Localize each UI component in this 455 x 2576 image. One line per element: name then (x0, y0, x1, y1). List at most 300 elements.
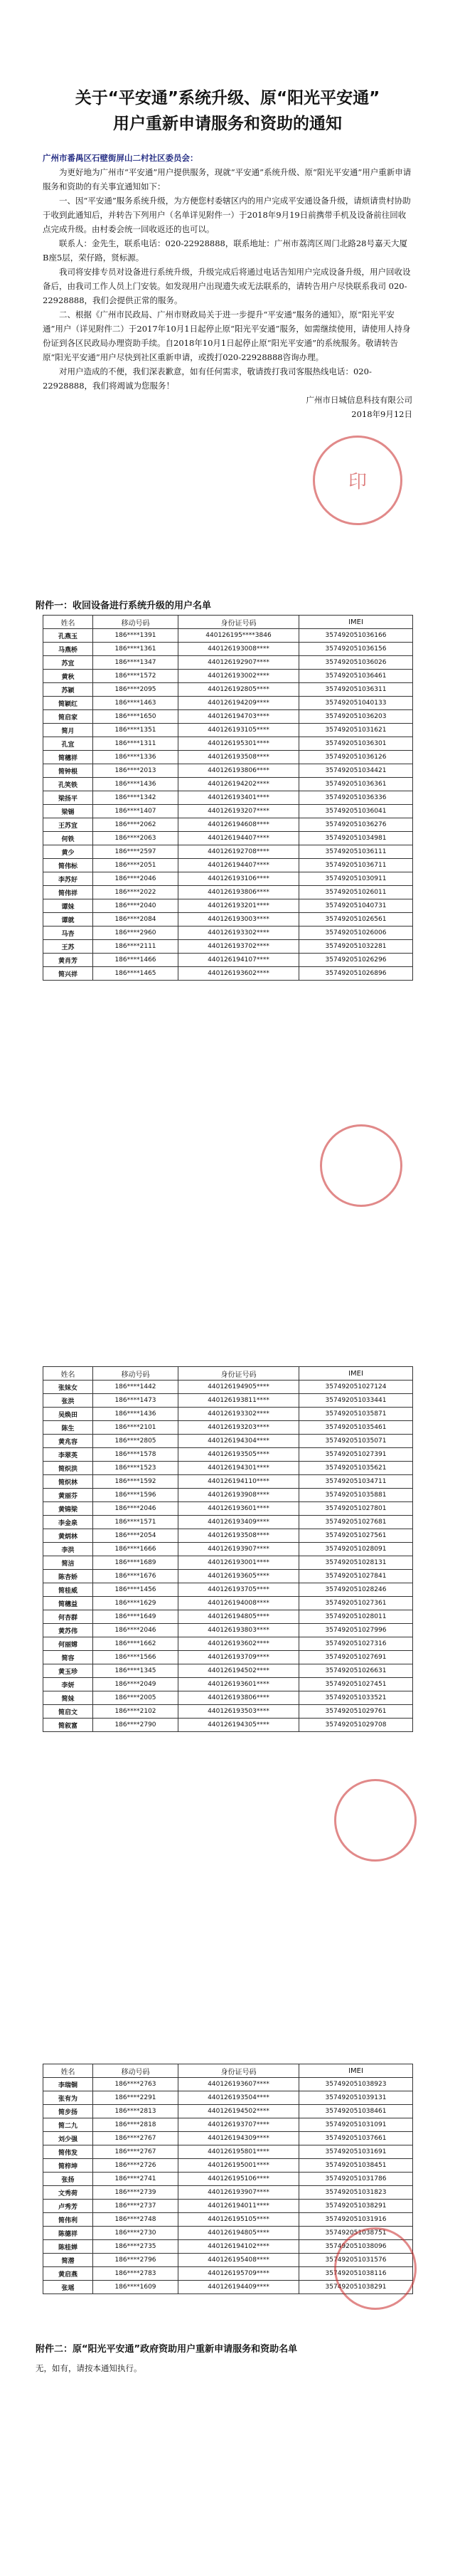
cell-mobile: 186****1311 (93, 737, 178, 751)
cell-mobile: 186****2767 (93, 2145, 178, 2159)
cell-name: 何杏群 (43, 1610, 93, 1624)
cell-id-number: 440126194107**** (178, 954, 299, 967)
cell-mobile: 186****1442 (93, 1381, 178, 1394)
cell-id-number: 440126193201**** (178, 899, 299, 913)
table-row (43, 791, 413, 805)
cell-id-number: 440126194304**** (178, 1435, 299, 1448)
annex-2-title: 附件二：原“阳光平安通”政府资助用户重新申请服务和资助名单 (36, 2344, 298, 2355)
cell-imei: 357492051026296 (299, 954, 413, 967)
cell-imei: 357492051036041 (299, 805, 413, 818)
cell-mobile: 186****1523 (93, 1462, 178, 1475)
table-row (43, 2186, 413, 2200)
table-row (43, 1502, 413, 1516)
cell-mobile: 186****1407 (93, 805, 178, 818)
table-row (43, 1556, 413, 1570)
table-row (43, 1678, 413, 1691)
cell-mobile: 186****1351 (93, 724, 178, 737)
cell-name: 孔笑铁 (43, 778, 93, 791)
cell-mobile: 186****1465 (93, 967, 178, 981)
table-row (43, 1597, 413, 1610)
cell-mobile: 186****2748 (93, 2213, 178, 2227)
cell-name: 简潜 (43, 2254, 93, 2267)
cell-name: 文秀荷 (43, 2186, 93, 2200)
cell-name: 李瑞铜 (43, 2078, 93, 2091)
cell-mobile: 186****2783 (93, 2267, 178, 2281)
title-line-1: 关于“平安通”系统升级、原“阳光平安通” (75, 89, 380, 107)
cell-imei: 357492051026561 (299, 913, 413, 927)
cell-mobile: 186****2046 (93, 1624, 178, 1637)
notice-letter (43, 151, 412, 421)
cell-mobile: 186****1662 (93, 1637, 178, 1651)
cell-name: 黄兆容 (43, 1435, 93, 1448)
cell-id-number: 440126193508**** (178, 751, 299, 764)
paragraph-item-2: 二、根据《广州市民政局、广州市财政局关于进一步提升“平安通”服务的通知》，原“阳光平安通”用户（详见附件二）于2017年10月1日起停止原“阳光平安通”服务，如需继续使用，请使用人持身份证到各区民政局办理资助手续。自2018年10月1日起停止原“阳光平安通”的系统服务。敬请转告原“阳光平安通”用户尽快到社区重新申请，或拨打020-22928888咨询办理。 (43, 310, 411, 362)
table-row (43, 751, 413, 764)
cell-id-number: 440126193001**** (178, 1556, 299, 1570)
table-row (43, 724, 413, 737)
cell-imei: 357492051034421 (299, 764, 413, 778)
cell-imei: 357492051039131 (299, 2091, 413, 2105)
table-row (43, 1624, 413, 1637)
seal-stamp-2 (320, 1124, 402, 1207)
cell-imei: 357492051033521 (299, 1691, 413, 1705)
cell-mobile: 186****2741 (93, 2173, 178, 2186)
cell-imei: 357492051036301 (299, 737, 413, 751)
cell-mobile: 186****2790 (93, 1719, 178, 1732)
cell-imei: 357492051035071 (299, 1435, 413, 1448)
seal-text: 印 (348, 471, 368, 493)
col-header-mobile: 移动号码 (93, 2064, 178, 2078)
table-row (43, 859, 413, 872)
cell-id-number: 440126194301**** (178, 1462, 299, 1475)
cell-mobile: 186****1571 (93, 1516, 178, 1529)
cell-imei: 357492051037661 (299, 2132, 413, 2145)
annex-2-note: 无，如有，请按本通知执行。 (36, 2363, 142, 2373)
cell-imei: 357492051030911 (299, 872, 413, 886)
cell-name: 简步扬 (43, 2105, 93, 2118)
cell-imei: 357492051027561 (299, 1529, 413, 1543)
cell-mobile: 186****2054 (93, 1529, 178, 1543)
cell-mobile: 186****1347 (93, 656, 178, 670)
table-row (43, 1651, 413, 1664)
table-row (43, 1570, 413, 1583)
cell-imei: 357492051036336 (299, 791, 413, 805)
cell-id-number: 440126193401**** (178, 791, 299, 805)
cell-imei: 357492051036311 (299, 683, 413, 697)
cell-mobile: 186****2813 (93, 2105, 178, 2118)
table-row (43, 629, 413, 643)
cell-imei: 357492051038291 (299, 2200, 413, 2213)
cell-name: 陈桂婵 (43, 2240, 93, 2254)
cell-id-number: 440126193505**** (178, 1448, 299, 1462)
table-row (43, 1664, 413, 1678)
cell-id-number: 440126194502**** (178, 2105, 299, 2118)
cell-mobile: 186****2051 (93, 859, 178, 872)
cell-imei: 357492051038461 (299, 2105, 413, 2118)
table-row (43, 670, 413, 683)
cell-imei: 357492051028131 (299, 1556, 413, 1570)
table-row (43, 683, 413, 697)
cell-mobile: 186****2111 (93, 940, 178, 954)
cell-mobile: 186****1689 (93, 1556, 178, 1570)
table-row (43, 1543, 413, 1556)
cell-mobile: 186****1336 (93, 751, 178, 764)
col-header-id: 身份证号码 (178, 2064, 299, 2078)
cell-imei: 357492051040133 (299, 697, 413, 710)
cell-mobile: 186****2005 (93, 1691, 178, 1705)
cell-id-number: 440126193106**** (178, 872, 299, 886)
cell-id-number: 440126193207**** (178, 805, 299, 818)
cell-imei: 357492051038751 (299, 2227, 413, 2240)
company-seal (313, 436, 402, 525)
col-header-id: 身份证号码 (178, 616, 299, 629)
cell-imei: 357492051028011 (299, 1610, 413, 1624)
cell-name: 简梓坤 (43, 2159, 93, 2173)
cell-imei: 357492051031621 (299, 724, 413, 737)
cell-mobile: 186****1578 (93, 1448, 178, 1462)
cell-id-number: 440126193908**** (178, 1489, 299, 1502)
notice-title (28, 85, 427, 137)
cell-imei: 357492051027681 (299, 1516, 413, 1529)
cell-name: 李翠英 (43, 1448, 93, 1462)
cell-imei: 357492051038923 (299, 2078, 413, 2091)
cell-name: 马燕桥 (43, 643, 93, 656)
cell-name: 简桂威 (43, 1583, 93, 1597)
cell-imei: 357492051036026 (299, 656, 413, 670)
cell-id-number: 440126194008**** (178, 1597, 299, 1610)
company-signature: 广州市日城信息科技有限公司 (306, 395, 412, 405)
cell-name: 简钟根 (43, 764, 93, 778)
cell-id-number: 440126193508**** (178, 1529, 299, 1543)
cell-name: 李金泉 (43, 1516, 93, 1529)
cell-id-number: 440126193707**** (178, 2118, 299, 2132)
paragraph-item-1: 一、因“平安通”服务系统升级，为方便您村委辖区内的用户完成平安通设备升级，请烦请贵村协助于收到此通知后，并转告下列用户（名单详见附件一）于2018年9月19日前携带手机及设备前往回收点完成升级。由村委会统一回收返还的也可以。 (43, 196, 411, 234)
cell-mobile: 186****1436 (93, 778, 178, 791)
table-row (43, 1394, 413, 1408)
cell-mobile: 186****2062 (93, 818, 178, 832)
cell-id-number: 440126194608**** (178, 818, 299, 832)
cell-imei: 357492051035881 (299, 1489, 413, 1502)
table-row (43, 1408, 413, 1421)
table-row (43, 832, 413, 845)
cell-id-number: 440126195408**** (178, 2254, 299, 2267)
table-row (43, 1516, 413, 1529)
cell-name: 李洪 (43, 1543, 93, 1556)
table-row (43, 643, 413, 656)
table-header-row (43, 1367, 413, 1381)
cell-id-number: 440126193806**** (178, 886, 299, 899)
cell-imei: 357492051028091 (299, 1543, 413, 1556)
cell-name: 张瑶 (43, 2281, 93, 2294)
cell-imei: 357492051034711 (299, 1475, 413, 1489)
cell-id-number: 440126195****3846 (178, 629, 299, 643)
table-row (43, 697, 413, 710)
table-row (43, 818, 413, 832)
table-row (43, 913, 413, 927)
cell-mobile: 186****1676 (93, 1570, 178, 1583)
cell-name: 马杏 (43, 927, 93, 940)
cell-mobile: 186****1466 (93, 954, 178, 967)
cell-imei: 357492051031786 (299, 2173, 413, 2186)
cell-id-number: 440126194102**** (178, 2240, 299, 2254)
cell-imei: 357492051029761 (299, 1705, 413, 1719)
cell-imei: 357492051027801 (299, 1502, 413, 1516)
cell-imei: 357492051038096 (299, 2240, 413, 2254)
cell-id-number: 440126193105**** (178, 724, 299, 737)
cell-imei: 357492051036156 (299, 643, 413, 656)
table-row (43, 737, 413, 751)
cell-mobile: 186****1342 (93, 791, 178, 805)
cell-name: 张扬 (43, 2173, 93, 2186)
cell-name: 刘少强 (43, 2132, 93, 2145)
table-row (43, 1489, 413, 1502)
cell-mobile: 186****2291 (93, 2091, 178, 2105)
cell-imei: 357492051033441 (299, 1394, 413, 1408)
cell-imei: 357492051031576 (299, 2254, 413, 2267)
table-row (43, 899, 413, 913)
cell-mobile: 186****2046 (93, 1502, 178, 1516)
title-line-2: 用户重新申请服务和资助的通知 (113, 115, 342, 133)
cell-mobile: 186****1596 (93, 1489, 178, 1502)
cell-imei: 357492051036111 (299, 845, 413, 859)
cell-name: 简妹 (43, 1691, 93, 1705)
cell-mobile: 186****2095 (93, 683, 178, 697)
cell-id-number: 440126193601**** (178, 1678, 299, 1691)
table-row (43, 940, 413, 954)
cell-id-number: 440126195105**** (178, 2213, 299, 2227)
cell-id-number: 440126194011**** (178, 2200, 299, 2213)
table-row (43, 1719, 413, 1732)
cell-mobile: 186****2737 (93, 2200, 178, 2213)
cell-id-number: 440126194805**** (178, 2227, 299, 2240)
cell-mobile: 186****2013 (93, 764, 178, 778)
table-row (43, 805, 413, 818)
cell-name: 苏宜 (43, 656, 93, 670)
table-row (43, 886, 413, 899)
cell-name: 黄锦梁 (43, 1502, 93, 1516)
cell-mobile: 186****2796 (93, 2254, 178, 2267)
cell-name: 李妍 (43, 1678, 93, 1691)
table-row (43, 2078, 413, 2091)
cell-id-number: 440126194202**** (178, 778, 299, 791)
cell-id-number: 440126195801**** (178, 2145, 299, 2159)
cell-id-number: 440126193607**** (178, 2078, 299, 2091)
table-row (43, 1529, 413, 1543)
cell-mobile: 186****1566 (93, 1651, 178, 1664)
cell-mobile: 186****1391 (93, 629, 178, 643)
cell-mobile: 186****2084 (93, 913, 178, 927)
cell-mobile: 186****1609 (93, 2281, 178, 2294)
annex-1-title: 附件一：收回设备进行系统升级的用户名单 (36, 601, 212, 611)
cell-name: 张妹女 (43, 1381, 93, 1394)
cell-imei: 357492051031823 (299, 2186, 413, 2200)
seal-stamp-3 (334, 1779, 417, 1862)
cell-id-number: 440126193811**** (178, 1394, 299, 1408)
cell-name: 王苏宜 (43, 818, 93, 832)
cell-name: 陈生 (43, 1421, 93, 1435)
cell-name: 黄丽芬 (43, 1489, 93, 1502)
cell-mobile: 186****1629 (93, 1597, 178, 1610)
cell-imei: 357492051034981 (299, 832, 413, 845)
cell-mobile: 186****1666 (93, 1543, 178, 1556)
table-row (43, 2213, 413, 2227)
cell-name: 简伟发 (43, 2145, 93, 2159)
cell-id-number: 440126193503**** (178, 1705, 299, 1719)
cell-id-number: 440126194703**** (178, 710, 299, 724)
cell-mobile: 186****2735 (93, 2240, 178, 2254)
cell-mobile: 186****2767 (93, 2132, 178, 2145)
table-row (43, 1381, 413, 1394)
cell-name: 何丽嫦 (43, 1637, 93, 1651)
cell-mobile: 186****2063 (93, 832, 178, 845)
table-row (43, 2091, 413, 2105)
cell-mobile: 186****1649 (93, 1610, 178, 1624)
cell-name: 孔燕玉 (43, 629, 93, 643)
cell-id-number: 440126193803**** (178, 1624, 299, 1637)
cell-mobile: 186****2101 (93, 1421, 178, 1435)
cell-imei: 357492051036711 (299, 859, 413, 872)
cell-mobile: 186****2818 (93, 2118, 178, 2132)
cell-id-number: 440126193002**** (178, 670, 299, 683)
cell-id-number: 440126193602**** (178, 1637, 299, 1651)
cell-id-number: 440126193203**** (178, 1421, 299, 1435)
table-row (43, 845, 413, 859)
cell-id-number: 440126192805**** (178, 683, 299, 697)
cell-name: 黄肖芳 (43, 954, 93, 967)
cell-imei: 357492051026896 (299, 967, 413, 981)
cell-id-number: 440126193003**** (178, 913, 299, 927)
cell-imei: 357492051036361 (299, 778, 413, 791)
cell-id-number: 440126195709**** (178, 2267, 299, 2281)
cell-imei: 357492051035461 (299, 1421, 413, 1435)
cell-name: 张有为 (43, 2091, 93, 2105)
cell-mobile: 186****2730 (93, 2227, 178, 2240)
cell-id-number: 440126193008**** (178, 643, 299, 656)
cell-mobile: 186****2597 (93, 845, 178, 859)
table-row (43, 2200, 413, 2213)
cell-id-number: 440126194110**** (178, 1475, 299, 1489)
cell-name: 简穗益 (43, 1597, 93, 1610)
cell-name: 简叙富 (43, 1719, 93, 1732)
cell-imei: 357492051038116 (299, 2267, 413, 2281)
table-row (43, 2118, 413, 2132)
cell-imei: 357492051027361 (299, 1597, 413, 1610)
cell-id-number: 440126194209**** (178, 697, 299, 710)
cell-id-number: 440126194309**** (178, 2132, 299, 2145)
cell-imei: 357492051029708 (299, 1719, 413, 1732)
table-row (43, 656, 413, 670)
table-row (43, 2105, 413, 2118)
col-header-name: 姓名 (43, 2064, 93, 2078)
cell-imei: 357492051036461 (299, 670, 413, 683)
cell-mobile: 186****2102 (93, 1705, 178, 1719)
cell-name: 黄少 (43, 845, 93, 859)
cell-id-number: 440126193702**** (178, 940, 299, 954)
table-row (43, 927, 413, 940)
cell-imei: 357492051027124 (299, 1381, 413, 1394)
col-header-imei: IMEI (299, 616, 413, 629)
cell-id-number: 440126193302**** (178, 927, 299, 940)
cell-mobile: 186****1592 (93, 1475, 178, 1489)
table-row (43, 1691, 413, 1705)
cell-mobile: 186****2763 (93, 2078, 178, 2091)
cell-imei: 357492051031916 (299, 2213, 413, 2227)
cell-name: 王苏 (43, 940, 93, 954)
table-row (43, 1705, 413, 1719)
table-row (43, 2173, 413, 2186)
cell-name: 简月 (43, 724, 93, 737)
table-row (43, 1637, 413, 1651)
cell-id-number: 440126194407**** (178, 832, 299, 845)
cell-id-number: 440126193605**** (178, 1570, 299, 1583)
cell-name: 简炽林 (43, 1475, 93, 1489)
cell-mobile: 186****1650 (93, 710, 178, 724)
cell-id-number: 440126193705**** (178, 1583, 299, 1597)
cell-name: 梁扬平 (43, 791, 93, 805)
cell-id-number: 440126193806**** (178, 764, 299, 778)
cell-mobile: 186****2049 (93, 1678, 178, 1691)
cell-imei: 357492051032281 (299, 940, 413, 954)
cell-id-number: 440126195001**** (178, 2159, 299, 2173)
table-row (43, 2132, 413, 2145)
col-header-name: 姓名 (43, 1367, 93, 1381)
cell-imei: 357492051036203 (299, 710, 413, 724)
cell-imei: 357492051027691 (299, 1651, 413, 1664)
addressee: 广州市番禺区石壁街屏山二村社区委员会： (43, 153, 198, 163)
paragraph-contact: 联系人：金先生，联系电话：020-22928888，联系地址：广州市荔湾区周门北路28号嘉天大厦B座5层，荣仔路，贤标源。 (43, 238, 407, 263)
cell-name: 简启文 (43, 1705, 93, 1719)
cell-name: 简炽洪 (43, 1462, 93, 1475)
cell-name: 简容 (43, 1651, 93, 1664)
cell-imei: 357492051036276 (299, 818, 413, 832)
cell-id-number: 440126193709**** (178, 1651, 299, 1664)
cell-name: 黄炳林 (43, 1529, 93, 1543)
cell-name: 简伟祥 (43, 886, 93, 899)
cell-id-number: 440126194805**** (178, 1610, 299, 1624)
cell-name: 孔宜 (43, 737, 93, 751)
cell-mobile: 186****2960 (93, 927, 178, 940)
cell-id-number: 440126194502**** (178, 1664, 299, 1678)
table-row (43, 710, 413, 724)
cell-mobile: 186****1361 (93, 643, 178, 656)
cell-imei: 357492051026006 (299, 927, 413, 940)
cell-name: 吴焕田 (43, 1408, 93, 1421)
cell-imei: 357492051035621 (299, 1462, 413, 1475)
cell-mobile: 186****1345 (93, 1664, 178, 1678)
table-header-row (43, 2064, 413, 2078)
cell-name: 李苏好 (43, 872, 93, 886)
cell-id-number: 440126193602**** (178, 967, 299, 981)
cell-name: 陈杏娇 (43, 1570, 93, 1583)
cell-id-number: 440126193907**** (178, 1543, 299, 1556)
cell-mobile: 186****1473 (93, 1394, 178, 1408)
cell-id-number: 440126192708**** (178, 845, 299, 859)
cell-mobile: 186****1456 (93, 1583, 178, 1597)
cell-name: 黄玉珍 (43, 1664, 93, 1678)
cell-name: 黄苏伟 (43, 1624, 93, 1637)
cell-id-number: 440126195301**** (178, 737, 299, 751)
cell-name: 简二九 (43, 2118, 93, 2132)
cell-imei: 357492051027391 (299, 1448, 413, 1462)
col-header-imei: IMEI (299, 2064, 413, 2078)
cell-name: 简颖红 (43, 697, 93, 710)
cell-imei: 357492051035871 (299, 1408, 413, 1421)
cell-name: 简伟利 (43, 2213, 93, 2227)
table-row (43, 954, 413, 967)
cell-id-number: 440126193907**** (178, 2186, 299, 2200)
annex-1-table-1 (43, 615, 413, 981)
cell-id-number: 440126193504**** (178, 2091, 299, 2105)
